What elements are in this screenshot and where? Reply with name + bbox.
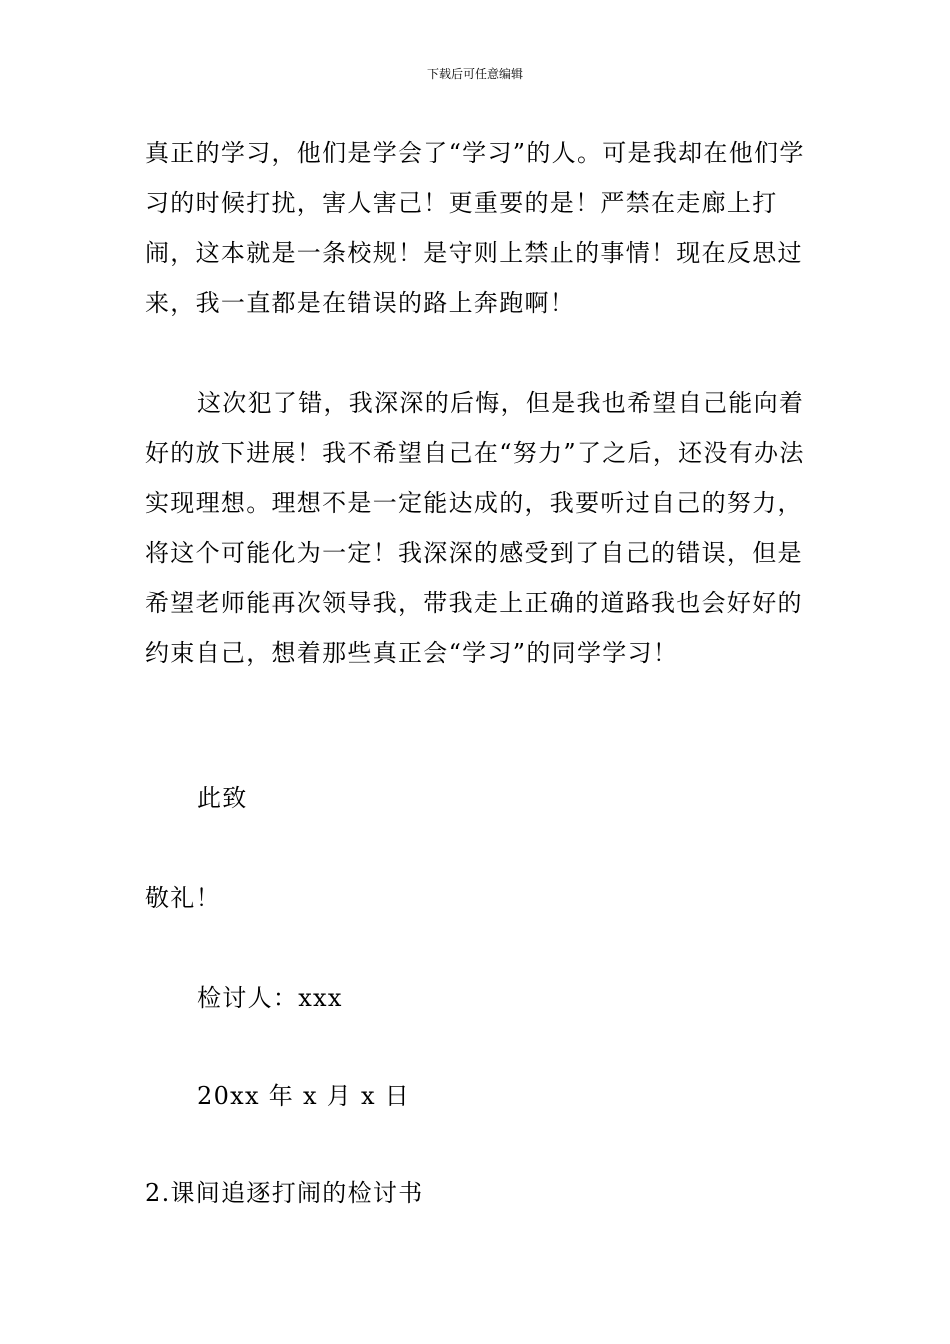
next-section-title: 2.课间追逐打闹的检讨书: [145, 1179, 424, 1207]
paragraph-reflection: 真正的学习，他们是学会了“学习”的人。可是我却在他们学习的时候打扰，害人害己！更重要的是！严禁在走廊上打闹，这本就是一条校规！是守则上禁止的事情！现在反思过来，我一直都是在错误的路上奔跑啊！: [145, 139, 805, 317]
signature-line: 检讨人：xxx: [197, 984, 343, 1012]
paragraph-regret: 这次犯了错，我深深的后悔，但是我也希望自己能向着好的放下进展！我不希望自己在“努力”了之后，还没有办法实现理想。理想不是一定能达成的，我要听过自己的努力，将这个可能化为一定！我深深的感受到了自己的错误，但是希望老师能再次领导我，带我走上正确的道路我也会好好的约束自己，想着那些真正会“学习”的同学学习！: [145, 389, 805, 667]
closing-cizhi: 此致: [197, 784, 248, 812]
closing-jingli: 敬礼！: [145, 884, 221, 912]
page-header: 下载后可任意编辑: [426, 67, 523, 81]
date-line: 20xx 年 x 月 x 日: [197, 1082, 411, 1110]
